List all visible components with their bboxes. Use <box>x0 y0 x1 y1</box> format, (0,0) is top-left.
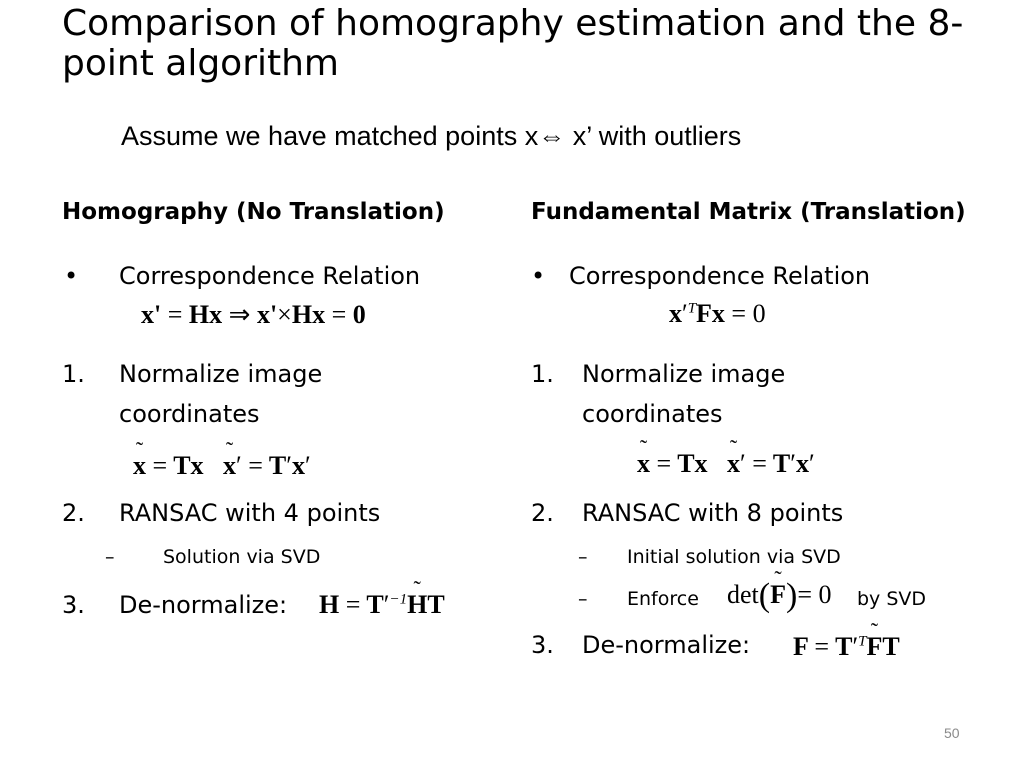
left-sub1-dash: – <box>105 546 115 568</box>
right-bullet-marker: • <box>531 262 546 290</box>
right-step1-line1: Normalize image <box>582 360 786 388</box>
right-sub2-text-before: Enforce <box>627 588 699 610</box>
right-normalize-equation: ˜ x = Tx ˜ x′ = T′x′ <box>637 449 815 479</box>
left-step1-line2: coordinates <box>119 400 260 428</box>
right-step1-line2: coordinates <box>582 400 723 428</box>
slide-subtitle: Assume we have matched points x⇔ x’ with outliers <box>121 121 742 151</box>
right-sub2-dash: – <box>578 588 588 610</box>
right-sub1-text: Initial solution via SVD <box>627 546 841 568</box>
left-sub1-text: Solution via SVD <box>163 546 321 568</box>
right-step3-number: 3. <box>531 631 554 659</box>
left-step3-number: 3. <box>62 591 85 619</box>
left-step3-text: De-normalize: <box>119 591 288 619</box>
right-det-equation: det(˜ F)= 0 <box>727 577 831 615</box>
page-number: 50 <box>944 725 960 741</box>
left-denormalize-equation: $H = T'^{-1}˜$ HT <box>319 590 445 620</box>
left-step1-line1: Normalize image <box>119 360 323 388</box>
right-sub2-text-after: by SVD <box>857 588 927 610</box>
right-column-heading: Fundamental Matrix (Translation) <box>531 199 966 225</box>
right-step3-text: De-normalize: <box>582 631 751 659</box>
slide-title: Comparison of homography estimation and the 8-point algorithm <box>62 3 964 84</box>
right-bullet-text: Correspondence Relation <box>569 262 871 290</box>
left-bullet-text: Correspondence Relation <box>119 262 421 290</box>
right-relation-equation: $x'^TFx = 0$ <box>669 299 766 328</box>
right-step2-text: RANSAC with 8 points <box>582 499 844 527</box>
right-step2-number: 2. <box>531 499 554 527</box>
left-bullet-marker: • <box>64 262 79 290</box>
left-column-heading: Homography (No Translation) <box>62 199 445 225</box>
right-sub1-dash: – <box>578 546 588 568</box>
left-relation-equation: x' = Hx ⇒ x'×Hx = 0 <box>141 300 366 329</box>
left-step1-number: 1. <box>62 360 85 388</box>
right-step1-number: 1. <box>531 360 554 388</box>
left-step2-text: RANSAC with 4 points <box>119 499 381 527</box>
left-normalize-equation: ˜ x = Tx ˜ x′ = T′x′ <box>133 451 311 481</box>
right-denormalize-equation: $F = T'^T˜$ FT <box>793 632 900 662</box>
left-step2-number: 2. <box>62 499 85 527</box>
